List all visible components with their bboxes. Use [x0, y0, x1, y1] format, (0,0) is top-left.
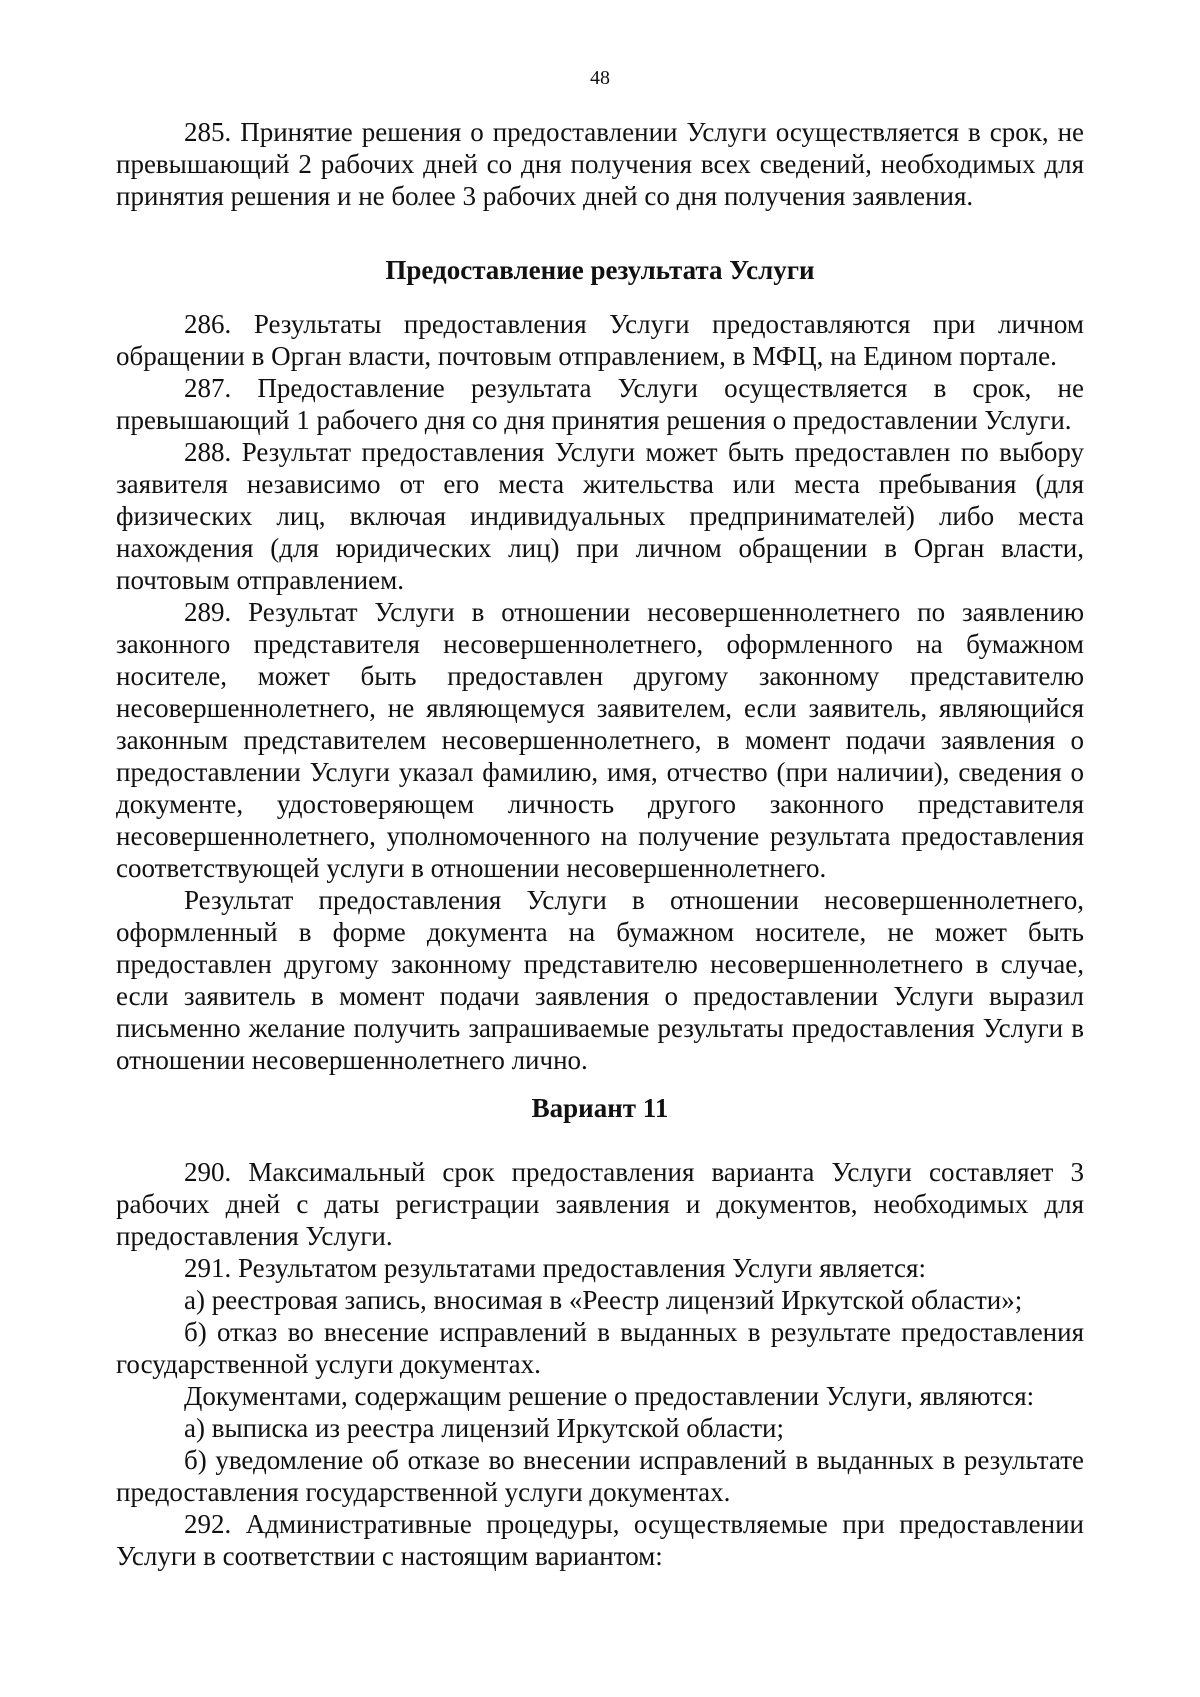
paragraph-290: 290. Максимальный срок предоставления варианта Услуги составляет 3 рабочих дней с даты регистрации заявления и документов, необходимых для предоставления Услуги.: [116, 1157, 1084, 1251]
section-heading-result: Предоставление результата Услуги: [385, 255, 815, 285]
paragraph-289: 289. Результат Услуги в отношении несовершеннолетнего по заявлению законного представителя несовершеннолетнего, оформленного на бумажном носителе, может быть предоставлен другому законному представителю несовершеннолетнего, не являющемуся заявителем, если заявитель, являющийся законным представителем несовершеннолетнего, в момент подачи заявления о предоставлении Услуги указал фамилию, имя, отчество (при наличии), сведения о документе, удостоверяющем личность другого законного представителя несовершеннолетнего, уполномоченного на получение результата предоставления соответствующей услуги в отношении несовершеннолетнего.: [116, 597, 1084, 883]
spacer: [116, 212, 1084, 254]
document-body: [116, 116, 1084, 1572]
paragraph-288: 288. Результат предоставления Услуги может быть предоставлен по выбору заявителя независимо от его места жительства или места пребывания (для физических лиц, включая индивидуальных предпринимателей) либо места нахождения (для юридических лиц) при личном обращении в Орган власти, почтовым отправлением.: [116, 437, 1084, 595]
paragraph-291: 291. Результатом результатами предоставления Услуги является:: [184, 1253, 926, 1283]
paragraph-289-continued: Результат предоставления Услуги в отношении несовершеннолетнего, оформленный в форме документа на бумажном носителе, не может быть предоставлен другому законному представителю несовершеннолетнего в случае, если заявитель в момент подачи заявления о предоставлении Услуги выразил письменно желание получить запрашиваемые результаты предоставления Услуги в отношении несовершеннолетнего лично.: [116, 885, 1084, 1075]
spacer: [116, 1124, 1084, 1156]
paragraph-287: 287. Предоставление результата Услуги осуществляется в срок, не превышающий 1 рабочего дня со дня принятия решения о предоставлении Услуги.: [116, 373, 1084, 435]
paragraph-292: 292. Административные процедуры, осуществляемые при предоставлении Услуги в соответствии с настоящим вариантом:: [116, 1509, 1084, 1571]
paragraph-291-documents: Документами, содержащим решение о предоставлении Услуги, являются:: [184, 1381, 1035, 1411]
paragraph-291-doc-a: а) выписка из реестра лицензий Иркутской области;: [184, 1413, 784, 1443]
paragraph-291-a: а) реестровая запись, вносимая в «Реестр лицензий Иркутской области»;: [184, 1285, 1023, 1315]
page-number: 48: [590, 67, 610, 89]
section-heading-variant: Вариант 11: [531, 1093, 669, 1123]
paragraph-291-doc-b: б) уведомление об отказе во внесении исправлений в выданных в результате предоставления государственной услуги документах.: [116, 1445, 1084, 1507]
paragraph-285: 285. Принятие решения о предоставлении Услуги осуществляется в срок, не превышающий 2 рабочих дней со дня получения всех сведений, необходимых для принятия решения и не более 3 рабочих дней со дня получения заявления.: [116, 117, 1084, 211]
spacer: [116, 286, 1084, 308]
paragraph-291-b: б) отказ во внесение исправлений в выданных в результате предоставления государственной услуги документах.: [116, 1317, 1084, 1379]
paragraph-286: 286. Результаты предоставления Услуги предоставляются при личном обращении в Орган власти, почтовым отправлением, в МФЦ, на Едином портале.: [116, 309, 1084, 371]
spacer: [116, 1076, 1084, 1092]
